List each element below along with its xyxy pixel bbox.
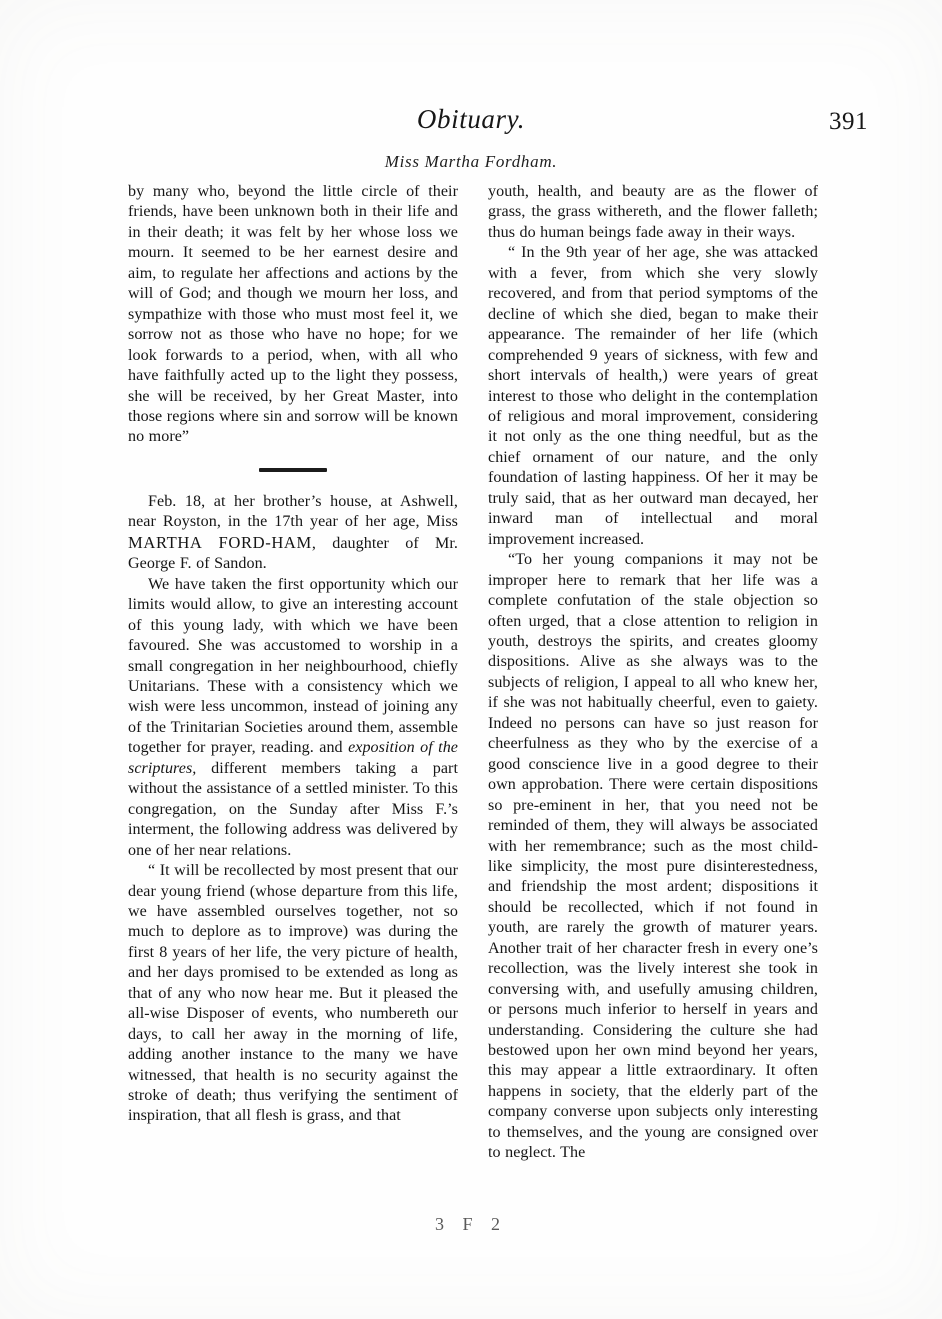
paragraph-grass-continuation: youth, health, and beauty are as the flower of grass, the grass withereth, and the flower falleth; thus do human beings fade away in their ways.: [488, 183, 818, 241]
running-head: [0, 104, 942, 148]
horizontal-rule: [259, 468, 327, 472]
article-subtitle: Miss Martha Fordham.: [384, 152, 558, 171]
entry-lead-out: , daughter of Mr. George F. of Sandon.: [128, 534, 458, 573]
printers-signature: 3 F 2: [434, 1214, 507, 1234]
page-title: Obituary.: [416, 104, 526, 134]
paragraph-ninth-year-fever: “ In the 9th year of her age, she was attacked with a fever, from which she very slowly recovered, and from that period symptoms of the decline of which she died, began to make their appearance. The remainder of her life (which comprehended 9 years of sickness, with few and short intervals of health,) were years of great interest to those who delight in the contemplation of religious and moral improvement, considering it not only as the one thing needful, but as the chief ornament of our nature, and the only foundation of lasting happiness. Of her it may be truly said, that as her outward man decayed, her inward man of intellectual and moral improvement increased.: [488, 244, 818, 548]
editorial-note-part-one: We have taken the first opportunity which our limits would allow, to give an interesting account of this young lady, with which we have been favoured. She was accustomed to worship in a small congregation in her neighbourhood, chiefly Unitarians. These with a consistency which we wish were less uncommon, instead of joining any of the Trinitarian Societies around them, assemble together for prayer, reading. and: [128, 575, 458, 757]
right-column: [488, 182, 818, 1230]
funeral-address-paragraph: “ It will be recollected by most present that our dear young friend (whose departure from this life, we have assembled ourselves together, not so much to deplore as to improve) was during the first 8 years of her life, the very picture of health, and her days promised to be extended as long as that of any who now hear me. But it pleased the all-wise Disposer of events, who numbereth our days, to call her away in the morning of life, adding another instance to the many we have witnessed, that health is no security against the stroke of death; thus verifying the sentiment of inspiration, that all flesh is grass, and that: [128, 862, 458, 1125]
paragraph-young-companions: “To her young companions it may not be improper here to remark that her life was a complete confutation of the stale objection so often urged, that a close attention to religion in youth, destroys the spirits, and creates gloomy dispositions. Alive as she always was to the subjects of religion, I appeal to all who knew her, if she was not habitually cheerful, even to gaiety. Indeed no persons can have so just reason for cheerfulness as they who by the exercise of a good conscience live in a good degree to their own approbation. There were certain dispositions so pre-eminent in her, that you need not be reminded of them, they will always be associated with her remembrance; such as the most child-like simplicity, the most pure disinterestedness, and friendship the most ardent; dispositions it should be recollected, which if not found in youth, are rarely the growth of maturer years. Another trait of her character fresh in every one’s recollection, was the lively interest she took in conversing with, and usefully amusing children, or persons much inferior to herself in years and understanding. Considering the culture she had bestowed upon her own mind beyond her years, this may appear a little extraordinary. It often happens in society, that the elderly part of the company converse upon subjects only interesting to themselves, and the young are consigned over to neglect. The: [488, 551, 818, 1162]
editorial-note: [128, 575, 458, 861]
entry-lead-in: Feb. 18, at her brother’s house, at Ashwell, near Royston, in the 17th year of her age, Miss: [128, 492, 458, 531]
left-column: [128, 182, 458, 1230]
editorial-note-part-two: different members taking a part without the assistance of a settled minister. To this congregation, on the Sunday after Miss F.’s interment, the following address was delivered by one of her near relations.: [128, 759, 458, 859]
page-number: 391: [829, 108, 868, 135]
deceased-name: MARTHA FORD-HAM: [128, 532, 312, 552]
paragraph-continuation: by many who, beyond the little circle of their friends, have been unknown both in their life and in their death; it was felt by her whose loss we mourn. It seemed to be her earnest desire and aim, to regulate her affections and actions by the will of God; and though we mourn her loss, and sympathize with those who must most feel it, we sorrow not as those who have no hope; for we look forwards to a period, when, with all who have faithfully acted up to the light they possess, she will be received, by her Great Master, into those regions where sin and sorrow will be known no more”: [128, 183, 458, 446]
obituary-entry: [128, 492, 458, 575]
scripture-phrase-italic: exposition of the scriptures,: [128, 739, 458, 777]
section-divider: [128, 448, 458, 492]
text-body: [128, 182, 818, 1230]
